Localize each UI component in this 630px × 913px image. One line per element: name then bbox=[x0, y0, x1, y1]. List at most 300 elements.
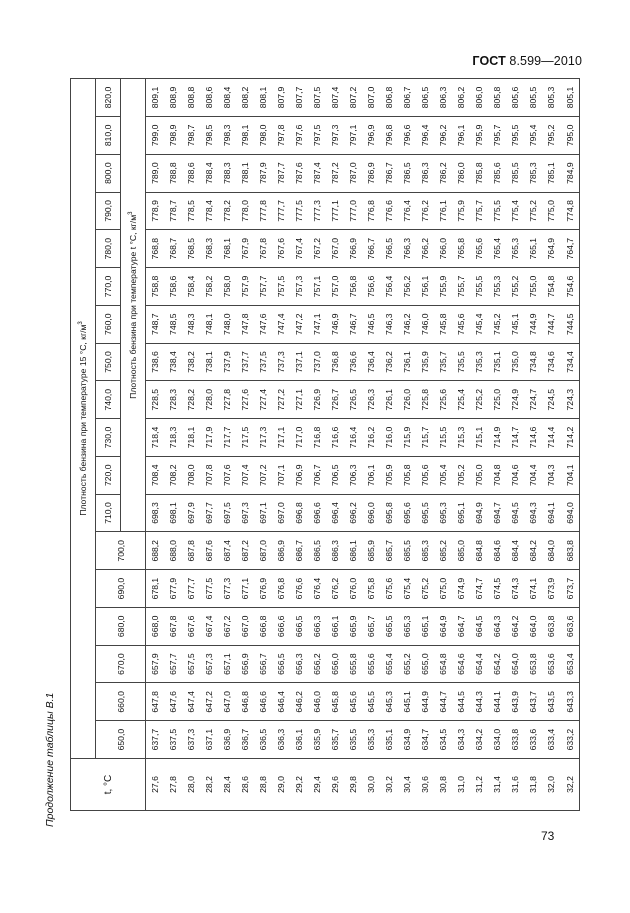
density-cell: 714,4 bbox=[542, 419, 560, 457]
density-cell: 778,5 bbox=[182, 192, 200, 230]
density-cell: 758,8 bbox=[146, 268, 165, 306]
density-cell: 685,5 bbox=[398, 532, 416, 570]
temperature-cell: 29,4 bbox=[308, 759, 326, 811]
density-cell: 785,6 bbox=[488, 154, 506, 192]
density-cell: 808,4 bbox=[218, 79, 236, 117]
density-cell: 807,7 bbox=[290, 79, 308, 117]
density-cell: 656,5 bbox=[272, 645, 290, 683]
density-cell: 675,6 bbox=[380, 570, 398, 608]
density-cell: 646,4 bbox=[272, 683, 290, 721]
density-table bbox=[70, 78, 580, 811]
density-cell: 663,6 bbox=[560, 607, 579, 645]
density-cell: 786,9 bbox=[362, 154, 380, 192]
density-cell: 705,2 bbox=[452, 456, 470, 494]
density-cell: 636,9 bbox=[218, 721, 236, 759]
density-cell: 656,3 bbox=[290, 645, 308, 683]
density-cell: 684,4 bbox=[506, 532, 524, 570]
density-cell: 745,1 bbox=[506, 305, 524, 343]
density-cell: 674,5 bbox=[488, 570, 506, 608]
density-cell: 666,6 bbox=[272, 607, 290, 645]
temperature-cell: 32,0 bbox=[542, 759, 560, 811]
header-density-at-15-text: Плотность бензина при температуре 15 °С, кг/м bbox=[78, 324, 88, 516]
column-header-density: 700,0 bbox=[96, 532, 146, 570]
density-cell: 676,9 bbox=[254, 570, 272, 608]
density-cell: 778,2 bbox=[218, 192, 236, 230]
density-cell: 756,8 bbox=[344, 268, 362, 306]
density-cell: 806,7 bbox=[398, 79, 416, 117]
density-cell: 756,4 bbox=[380, 268, 398, 306]
table-row bbox=[560, 79, 579, 811]
density-cell: 655,4 bbox=[380, 645, 398, 683]
density-cell: 704,3 bbox=[542, 456, 560, 494]
density-cell: 789,0 bbox=[146, 154, 165, 192]
density-cell: 776,6 bbox=[380, 192, 398, 230]
density-cell: 807,9 bbox=[272, 79, 290, 117]
density-cell: 643,3 bbox=[560, 683, 579, 721]
density-cell: 667,2 bbox=[218, 607, 236, 645]
density-cell: 665,3 bbox=[398, 607, 416, 645]
density-cell: 776,1 bbox=[434, 192, 452, 230]
density-cell: 715,5 bbox=[434, 419, 452, 457]
density-cell: 716,4 bbox=[344, 419, 362, 457]
density-cell: 714,9 bbox=[488, 419, 506, 457]
density-cell: 758,6 bbox=[164, 268, 182, 306]
density-cell: 706,5 bbox=[326, 456, 344, 494]
density-cell: 755,7 bbox=[452, 268, 470, 306]
density-cell: 664,5 bbox=[470, 607, 488, 645]
density-cell: 747,2 bbox=[290, 305, 308, 343]
density-cell: 707,8 bbox=[200, 456, 218, 494]
table-caption: Продолжение таблицы В.1 bbox=[44, 692, 56, 827]
density-cell: 654,8 bbox=[434, 645, 452, 683]
density-cell: 775,5 bbox=[488, 192, 506, 230]
density-cell: 786,3 bbox=[416, 154, 434, 192]
column-header-density: 650,0 bbox=[96, 721, 146, 759]
header-row-2 bbox=[96, 79, 121, 811]
density-cell: 807,0 bbox=[362, 79, 380, 117]
density-cell: 736,4 bbox=[362, 343, 380, 381]
density-cell: 724,3 bbox=[560, 381, 579, 419]
density-cell: 707,2 bbox=[254, 456, 272, 494]
column-header-density: 710,0 bbox=[96, 494, 121, 532]
density-cell: 737,5 bbox=[254, 343, 272, 381]
density-cell: 745,8 bbox=[434, 305, 452, 343]
density-cell: 798,9 bbox=[164, 116, 182, 154]
density-cell: 718,4 bbox=[146, 419, 165, 457]
density-cell: 777,1 bbox=[326, 192, 344, 230]
density-cell: 706,9 bbox=[290, 456, 308, 494]
density-cell: 666,8 bbox=[254, 607, 272, 645]
column-header-density: 660,0 bbox=[96, 683, 146, 721]
density-cell: 644,5 bbox=[452, 683, 470, 721]
density-cell: 808,6 bbox=[200, 79, 218, 117]
density-cell: 694,5 bbox=[506, 494, 524, 532]
density-cell: 634,2 bbox=[470, 721, 488, 759]
density-cell: 676,8 bbox=[272, 570, 290, 608]
density-cell: 656,0 bbox=[326, 645, 344, 683]
density-cell: 797,3 bbox=[326, 116, 344, 154]
density-cell: 746,9 bbox=[326, 305, 344, 343]
temperature-cell: 28,2 bbox=[200, 759, 218, 811]
density-cell: 797,5 bbox=[308, 116, 326, 154]
density-cell: 665,7 bbox=[362, 607, 380, 645]
density-cell: 797,8 bbox=[272, 116, 290, 154]
density-cell: 716,2 bbox=[362, 419, 380, 457]
density-cell: 728,3 bbox=[164, 381, 182, 419]
density-cell: 634,0 bbox=[488, 721, 506, 759]
density-cell: 774,8 bbox=[560, 192, 579, 230]
density-cell: 805,8 bbox=[488, 79, 506, 117]
density-cell: 687,6 bbox=[200, 532, 218, 570]
standard-header bbox=[472, 54, 582, 68]
table-row bbox=[398, 79, 416, 811]
density-cell: 734,6 bbox=[542, 343, 560, 381]
density-cell: 633,2 bbox=[560, 721, 579, 759]
density-cell: 676,4 bbox=[308, 570, 326, 608]
table-row bbox=[488, 79, 506, 811]
density-cell: 708,4 bbox=[146, 456, 165, 494]
density-cell: 766,9 bbox=[344, 230, 362, 268]
density-cell: 655,8 bbox=[344, 645, 362, 683]
density-cell: 685,7 bbox=[380, 532, 398, 570]
density-cell: 717,1 bbox=[272, 419, 290, 457]
density-cell: 667,6 bbox=[182, 607, 200, 645]
density-cell: 684,2 bbox=[524, 532, 542, 570]
density-cell: 674,1 bbox=[524, 570, 542, 608]
density-cell: 717,5 bbox=[236, 419, 254, 457]
density-cell: 796,2 bbox=[434, 116, 452, 154]
density-cell: 777,3 bbox=[308, 192, 326, 230]
density-cell: 767,4 bbox=[290, 230, 308, 268]
density-cell: 788,6 bbox=[182, 154, 200, 192]
density-cell: 696,8 bbox=[290, 494, 308, 532]
density-cell: 695,6 bbox=[398, 494, 416, 532]
density-cell: 778,9 bbox=[146, 192, 165, 230]
density-cell: 784,9 bbox=[560, 154, 579, 192]
density-cell: 717,3 bbox=[254, 419, 272, 457]
density-cell: 725,4 bbox=[452, 381, 470, 419]
density-cell: 785,1 bbox=[542, 154, 560, 192]
density-cell: 707,6 bbox=[218, 456, 236, 494]
density-cell: 757,3 bbox=[290, 268, 308, 306]
density-cell: 714,7 bbox=[506, 419, 524, 457]
density-cell: 797,1 bbox=[344, 116, 362, 154]
density-cell: 775,7 bbox=[470, 192, 488, 230]
density-cell: 808,2 bbox=[236, 79, 254, 117]
density-cell: 786,5 bbox=[398, 154, 416, 192]
density-cell: 735,5 bbox=[452, 343, 470, 381]
density-cell: 796,1 bbox=[452, 116, 470, 154]
density-cell: 655,6 bbox=[362, 645, 380, 683]
density-cell: 695,8 bbox=[380, 494, 398, 532]
header-density-at-15 bbox=[71, 79, 96, 759]
density-cell: 758,4 bbox=[182, 268, 200, 306]
density-cell: 777,7 bbox=[272, 192, 290, 230]
density-cell: 665,9 bbox=[344, 607, 362, 645]
density-cell: 685,9 bbox=[362, 532, 380, 570]
header-density-at-t bbox=[121, 79, 146, 532]
density-cell: 735,9 bbox=[416, 343, 434, 381]
density-cell: 696,6 bbox=[308, 494, 326, 532]
column-header-density: 720,0 bbox=[96, 456, 121, 494]
density-cell: 634,3 bbox=[452, 721, 470, 759]
density-cell: 728,5 bbox=[146, 381, 165, 419]
temperature-cell: 31,8 bbox=[524, 759, 542, 811]
density-cell: 686,9 bbox=[272, 532, 290, 570]
density-cell: 754,6 bbox=[560, 268, 579, 306]
density-cell: 727,6 bbox=[236, 381, 254, 419]
density-cell: 636,7 bbox=[236, 721, 254, 759]
density-cell: 738,1 bbox=[200, 343, 218, 381]
density-cell: 718,3 bbox=[164, 419, 182, 457]
density-cell: 697,9 bbox=[182, 494, 200, 532]
temperature-cell: 31,2 bbox=[470, 759, 488, 811]
density-cell: 683,8 bbox=[560, 532, 579, 570]
density-cell: 724,5 bbox=[542, 381, 560, 419]
density-cell: 738,2 bbox=[182, 343, 200, 381]
density-cell: 694,1 bbox=[542, 494, 560, 532]
density-cell: 654,6 bbox=[452, 645, 470, 683]
density-cell: 665,5 bbox=[380, 607, 398, 645]
density-cell: 745,4 bbox=[470, 305, 488, 343]
density-cell: 755,2 bbox=[506, 268, 524, 306]
density-cell: 775,0 bbox=[542, 192, 560, 230]
density-cell: 664,0 bbox=[524, 607, 542, 645]
density-cell: 777,5 bbox=[290, 192, 308, 230]
density-cell: 725,2 bbox=[470, 381, 488, 419]
density-cell: 806,0 bbox=[470, 79, 488, 117]
density-cell: 686,7 bbox=[290, 532, 308, 570]
density-cell: 786,7 bbox=[380, 154, 398, 192]
density-cell: 647,6 bbox=[164, 683, 182, 721]
density-cell: 646,6 bbox=[254, 683, 272, 721]
density-cell: 795,4 bbox=[524, 116, 542, 154]
temperature-cell: 30,2 bbox=[380, 759, 398, 811]
density-cell: 677,1 bbox=[236, 570, 254, 608]
density-cell: 787,2 bbox=[326, 154, 344, 192]
density-cell: 666,3 bbox=[308, 607, 326, 645]
density-cell: 757,1 bbox=[308, 268, 326, 306]
density-cell: 748,1 bbox=[200, 305, 218, 343]
density-cell: 746,3 bbox=[380, 305, 398, 343]
column-header-density: 820,0 bbox=[96, 79, 121, 117]
table-row bbox=[506, 79, 524, 811]
density-cell: 688,2 bbox=[146, 532, 165, 570]
density-cell: 706,3 bbox=[344, 456, 362, 494]
density-cell: 686,1 bbox=[344, 532, 362, 570]
standard-prefix: ГОСТ bbox=[472, 54, 506, 68]
density-cell: 673,9 bbox=[542, 570, 560, 608]
density-cell: 736,6 bbox=[344, 343, 362, 381]
density-cell: 653,6 bbox=[542, 645, 560, 683]
density-cell: 724,9 bbox=[506, 381, 524, 419]
density-cell: 645,8 bbox=[326, 683, 344, 721]
density-cell: 787,4 bbox=[308, 154, 326, 192]
table-row bbox=[542, 79, 560, 811]
density-cell: 764,9 bbox=[542, 230, 560, 268]
table-row bbox=[416, 79, 434, 811]
density-cell: 736,8 bbox=[326, 343, 344, 381]
density-cell: 655,2 bbox=[398, 645, 416, 683]
column-header-density: 780,0 bbox=[96, 230, 121, 268]
density-cell: 635,9 bbox=[308, 721, 326, 759]
density-cell: 634,7 bbox=[416, 721, 434, 759]
density-cell: 767,2 bbox=[308, 230, 326, 268]
density-cell: 737,7 bbox=[236, 343, 254, 381]
density-cell: 805,6 bbox=[506, 79, 524, 117]
density-cell: 727,8 bbox=[218, 381, 236, 419]
density-cell: 664,9 bbox=[434, 607, 452, 645]
density-cell: 767,8 bbox=[254, 230, 272, 268]
temperature-cell: 31,0 bbox=[452, 759, 470, 811]
density-cell: 644,9 bbox=[416, 683, 434, 721]
density-cell: 645,1 bbox=[398, 683, 416, 721]
density-cell: 777,0 bbox=[344, 192, 362, 230]
density-cell: 635,7 bbox=[326, 721, 344, 759]
density-cell: 778,0 bbox=[236, 192, 254, 230]
density-cell: 745,6 bbox=[452, 305, 470, 343]
density-cell: 647,4 bbox=[182, 683, 200, 721]
density-cell: 735,7 bbox=[434, 343, 452, 381]
density-cell: 728,0 bbox=[200, 381, 218, 419]
density-cell: 695,1 bbox=[452, 494, 470, 532]
density-cell: 686,5 bbox=[308, 532, 326, 570]
density-cell: 766,2 bbox=[416, 230, 434, 268]
density-cell: 715,3 bbox=[452, 419, 470, 457]
density-cell: 806,3 bbox=[434, 79, 452, 117]
density-cell: 768,5 bbox=[182, 230, 200, 268]
density-cell: 637,7 bbox=[146, 721, 165, 759]
header-density-at-15-sup: 3 bbox=[78, 321, 85, 325]
density-cell: 795,9 bbox=[470, 116, 488, 154]
density-cell: 728,2 bbox=[182, 381, 200, 419]
density-cell: 748,3 bbox=[182, 305, 200, 343]
header-row-1 bbox=[71, 79, 96, 811]
density-cell: 677,5 bbox=[200, 570, 218, 608]
density-cell: 676,0 bbox=[344, 570, 362, 608]
density-cell: 664,2 bbox=[506, 607, 524, 645]
density-cell: 704,6 bbox=[506, 456, 524, 494]
density-cell: 736,2 bbox=[380, 343, 398, 381]
density-cell: 676,2 bbox=[326, 570, 344, 608]
density-cell: 645,3 bbox=[380, 683, 398, 721]
density-cell: 765,1 bbox=[524, 230, 542, 268]
density-cell: 736,1 bbox=[398, 343, 416, 381]
density-cell: 788,4 bbox=[200, 154, 218, 192]
density-cell: 673,7 bbox=[560, 570, 579, 608]
density-cell: 765,6 bbox=[470, 230, 488, 268]
density-cell: 667,0 bbox=[236, 607, 254, 645]
density-cell: 646,8 bbox=[236, 683, 254, 721]
density-cell: 734,4 bbox=[560, 343, 579, 381]
density-cell: 657,5 bbox=[182, 645, 200, 683]
density-cell: 788,1 bbox=[236, 154, 254, 192]
density-cell: 807,5 bbox=[308, 79, 326, 117]
density-cell: 778,7 bbox=[164, 192, 182, 230]
table-row bbox=[218, 79, 236, 811]
density-cell: 694,3 bbox=[524, 494, 542, 532]
density-cell: 787,0 bbox=[344, 154, 362, 192]
density-cell: 664,3 bbox=[488, 607, 506, 645]
density-cell: 666,1 bbox=[326, 607, 344, 645]
density-cell: 705,9 bbox=[380, 456, 398, 494]
density-cell: 717,0 bbox=[290, 419, 308, 457]
density-cell: 636,1 bbox=[290, 721, 308, 759]
density-cell: 806,5 bbox=[416, 79, 434, 117]
temperature-cell: 29,0 bbox=[272, 759, 290, 811]
density-cell: 748,0 bbox=[218, 305, 236, 343]
density-cell: 735,1 bbox=[488, 343, 506, 381]
density-cell: 725,8 bbox=[416, 381, 434, 419]
density-cell: 757,5 bbox=[272, 268, 290, 306]
density-cell: 796,9 bbox=[362, 116, 380, 154]
column-header-density: 680,0 bbox=[96, 607, 146, 645]
density-cell: 748,7 bbox=[146, 305, 165, 343]
density-cell: 695,5 bbox=[416, 494, 434, 532]
density-cell: 645,5 bbox=[362, 683, 380, 721]
density-cell: 795,2 bbox=[542, 116, 560, 154]
density-cell: 708,0 bbox=[182, 456, 200, 494]
density-cell: 744,9 bbox=[524, 305, 542, 343]
density-cell: 714,2 bbox=[560, 419, 579, 457]
density-cell: 748,5 bbox=[164, 305, 182, 343]
density-cell: 677,3 bbox=[218, 570, 236, 608]
density-cell: 766,7 bbox=[362, 230, 380, 268]
density-cell: 687,4 bbox=[218, 532, 236, 570]
density-cell: 746,2 bbox=[398, 305, 416, 343]
density-cell: 675,0 bbox=[434, 570, 452, 608]
density-cell: 768,1 bbox=[218, 230, 236, 268]
density-cell: 675,2 bbox=[416, 570, 434, 608]
density-cell: 808,1 bbox=[254, 79, 272, 117]
density-cell: 766,3 bbox=[398, 230, 416, 268]
density-cell: 677,7 bbox=[182, 570, 200, 608]
temperature-cell: 28,6 bbox=[236, 759, 254, 811]
density-cell: 664,7 bbox=[452, 607, 470, 645]
density-cell: 717,9 bbox=[200, 419, 218, 457]
column-header-density: 810,0 bbox=[96, 116, 121, 154]
density-cell: 785,8 bbox=[470, 154, 488, 192]
density-cell: 644,7 bbox=[434, 683, 452, 721]
density-cell: 674,9 bbox=[452, 570, 470, 608]
density-cell: 687,2 bbox=[236, 532, 254, 570]
density-cell: 737,0 bbox=[308, 343, 326, 381]
density-cell: 643,9 bbox=[506, 683, 524, 721]
density-cell: 768,7 bbox=[164, 230, 182, 268]
density-cell: 795,5 bbox=[506, 116, 524, 154]
density-cell: 755,5 bbox=[470, 268, 488, 306]
density-cell: 698,3 bbox=[146, 494, 165, 532]
density-cell: 646,0 bbox=[308, 683, 326, 721]
column-header-density: 740,0 bbox=[96, 381, 121, 419]
density-cell: 647,8 bbox=[146, 683, 165, 721]
density-cell: 746,5 bbox=[362, 305, 380, 343]
density-cell: 806,8 bbox=[380, 79, 398, 117]
temperature-cell: 29,6 bbox=[326, 759, 344, 811]
density-cell: 758,2 bbox=[200, 268, 218, 306]
density-cell: 655,0 bbox=[416, 645, 434, 683]
density-cell: 775,9 bbox=[452, 192, 470, 230]
table-row bbox=[524, 79, 542, 811]
temperature-cell: 30,4 bbox=[398, 759, 416, 811]
density-cell: 685,2 bbox=[434, 532, 452, 570]
density-cell: 705,4 bbox=[434, 456, 452, 494]
density-cell: 656,7 bbox=[254, 645, 272, 683]
density-cell: 697,7 bbox=[200, 494, 218, 532]
density-cell: 646,2 bbox=[290, 683, 308, 721]
density-cell: 726,0 bbox=[398, 381, 416, 419]
density-cell: 775,2 bbox=[524, 192, 542, 230]
